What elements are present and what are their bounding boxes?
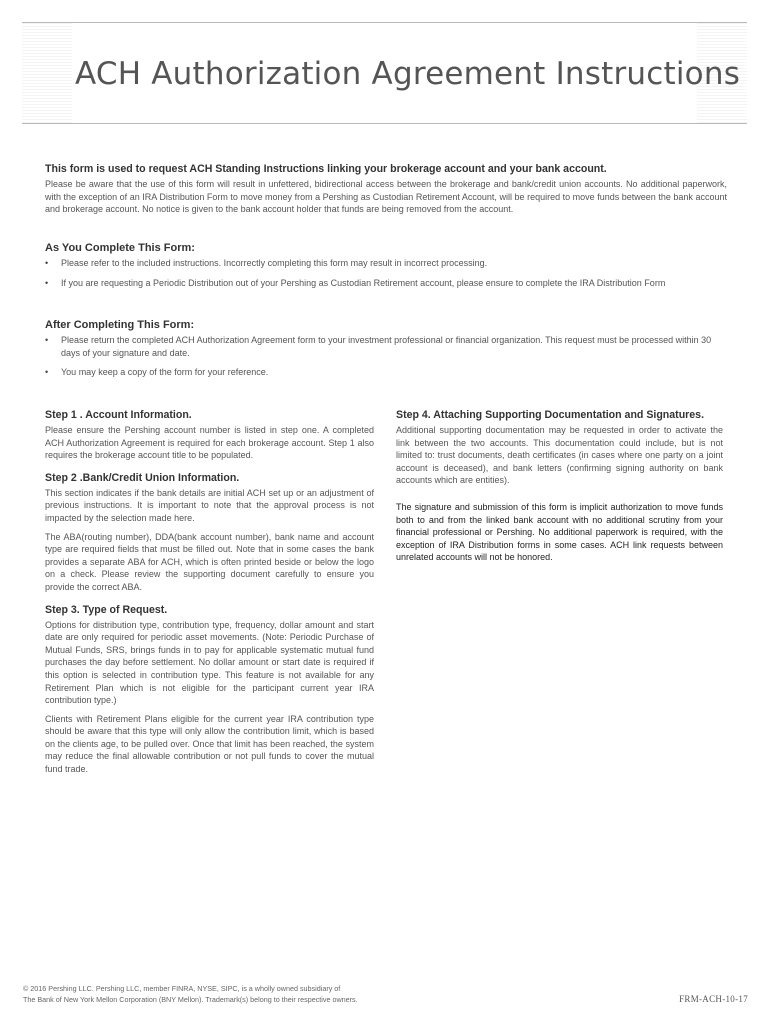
intro-heading: This form is used to request ACH Standing Instructions linking your brokerage account and your bank account. [45, 163, 607, 175]
intro-body: Please be aware that the use of this form will result in unfettered, bidirectional access between the brokerage and bank/credit union accounts. No additional paperwork, with the exception of an IRA Distribution Form to move money from a Pershing as Custodian Retirement Account, will be required to move funds between the bank account and brokerage account. No notice is given to the bank account holder that funds are being removed from the account. [45, 179, 727, 214]
as-you-complete-list [45, 257, 727, 289]
step4-paragraph-1: Additional supporting documentation may be requested in order to activate the link between the two accounts. This documentation could include, but is not limited to: trust documents, death certificates (in cases where one party on a joint account is deceased), and bank letters (confirming signing authority on bank accounts which are entities). [396, 425, 723, 486]
after-completing-heading: After Completing This Form: [45, 319, 195, 331]
after-completing-list [45, 334, 727, 379]
list-item: • You may keep a copy of the form for your reference. [45, 366, 727, 379]
footer-line-1: © 2016 Pershing LLC. Pershing LLC, member FINRA, NYSE, SIPC, is a wholly owned subsidiary of [23, 984, 341, 993]
step2-paragraph-2: The ABA(routing number), DDA(bank account number), bank name and account type are required fields that must be filled out. Note that in some cases the bank provides a separate ABA for ACH, which is often printed beside or below the logo on a check. Please review the supporting document carefully to ensure you provide the correct ABA. [45, 531, 374, 592]
step1-heading: Step 1 . Account Information. [45, 409, 192, 421]
step1-section [45, 409, 374, 462]
step3-heading: Step 3. Type of Request. [45, 603, 168, 616]
as-you-complete-heading: As You Complete This Form: [45, 242, 195, 254]
list-item: • Please return the completed ACH Authorization Agreement form to your investment professional or financial organization. This request must be processed within 30 days of your signature and date. [45, 334, 727, 359]
step2-heading: Step 2 .Bank/Credit Union Information. [45, 471, 240, 484]
form-code: FRM-ACH-10-17 [679, 994, 748, 1004]
footer-copyright [23, 984, 358, 1005]
after-completing-section [45, 319, 727, 386]
step1-body: Please ensure the Pershing account number is listed in step one. A completed ACH Authorization Agreement is required for each brokerage account. Step 1 also requires the brokerage account title to be populated. [45, 425, 374, 461]
as-you-complete-section [45, 242, 727, 296]
step3-paragraph-1: Options for distribution type, contribution type, frequency, dollar amount and start date are only required for periodic asset movements. (Note: Periodic Purchase of Mutual Funds, SRS, brings funds in to pay for applicable systematic mutual fund purchases the day before settlement. No dollar amount or start date is required if this option is selected in contribution type. This feature is not available for any Retirement Plan which is not eligible for the participant current year IRA contribution type.) [45, 619, 374, 706]
footer-line-2: The Bank of New York Mellon Corporation (BNY Mellon). Trademark(s) belong to their respective owners. [23, 994, 358, 1004]
step2-paragraph-1: This section indicates if the bank details are initial ACH set up or an adjustment of previous instructions. It is important to note that the approval process is not impacted by the selection made here. [45, 487, 374, 523]
intro-section [45, 163, 727, 216]
right-column [396, 409, 723, 570]
step3-paragraph-2: Clients with Retirement Plans eligible for the current year IRA contribution type should be aware that this type will only allow the contribution limit, which is based on the clients age, to be pulled over. Once that limit has been reached, the system may reduce the final allowable contribution or not pull funds to cover the mutual fund trade. [45, 713, 374, 775]
step4-section [396, 409, 723, 564]
page-title: ACH Authorization Agreement Instructions [75, 56, 741, 92]
step4-heading: Step 4. Attaching Supporting Documentation and Signatures. [396, 409, 705, 421]
list-item: • Please refer to the included instructions. Incorrectly completing this form may result in incorrect processing. [45, 257, 727, 270]
step4-paragraph-2: The signature and submission of this form is implicit authorization to move funds both to and from the linked bank account with no additional scrutiny from your financial professional or Pershing. No additional paperwork is required, with the exception of IRA Distribution forms in some cases. ACH link requests between unrelated accounts will not be honored. [396, 501, 723, 563]
step3-section [45, 604, 374, 776]
step2-section [45, 472, 374, 594]
left-column [45, 409, 374, 782]
list-item: • If you are requesting a Periodic Distribution out of your Pershing as Custodian Retirement account, please ensure to complete the IRA Distribution Form [45, 277, 727, 290]
